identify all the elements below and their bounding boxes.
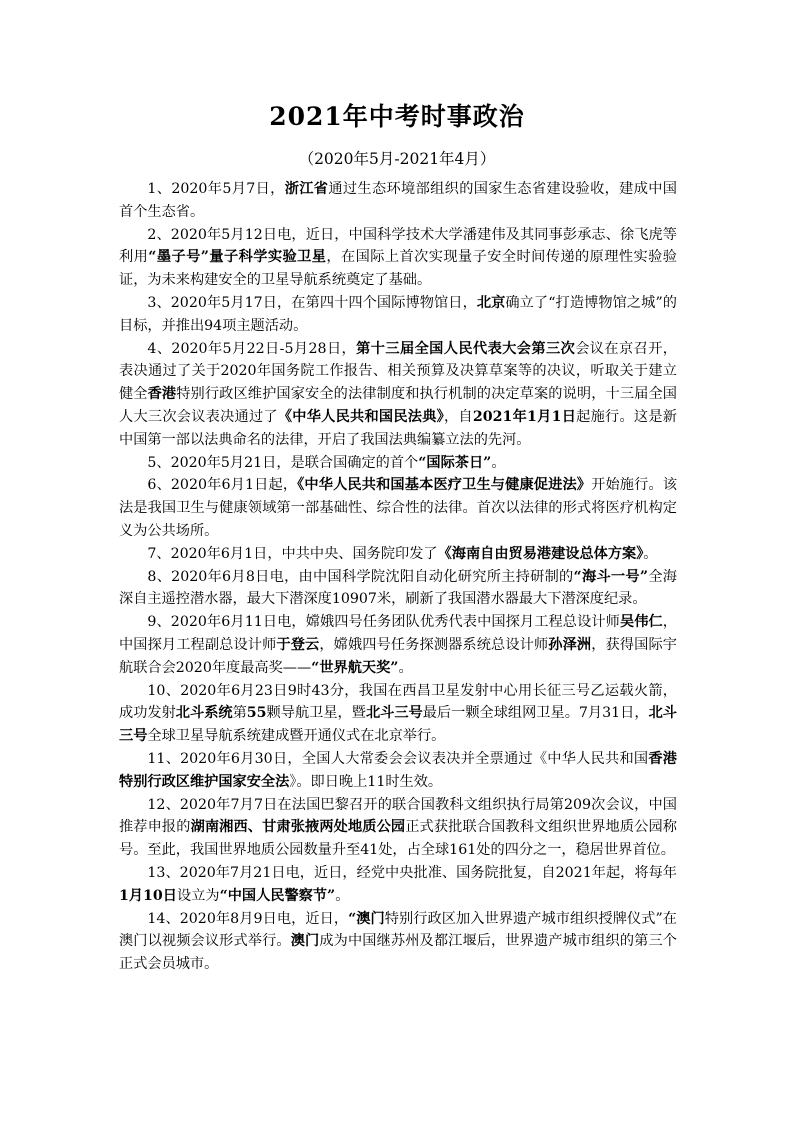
news-item — [119, 794, 677, 862]
document-subtitle: （2020年5月-2021年4月） — [298, 150, 496, 168]
emphasis-text: 湖南湘西、甘肃张掖两处地质公园 — [190, 819, 406, 836]
body-text: 4、2020年5月22日-5月28日， — [147, 340, 357, 357]
body-text: 颗导航卫星，暨 — [266, 705, 366, 722]
news-item — [119, 566, 677, 612]
emphasis-text: 1月10日 — [119, 887, 177, 904]
emphasis-text: “世界航天奖” — [311, 659, 399, 676]
body-text: 确立了“打造博物馆之城”的目标，并推出94项主题活动。 — [119, 294, 677, 334]
body-text: 起施行。这是新中国第一部以法典命名的法律，开启了我国法典编纂立法的先河。 — [119, 408, 677, 448]
emphasis-text: 于登云 — [276, 636, 320, 653]
body-text: ，在国际上首次实现量子安全时间传递的原理性实验验证，为未来构建安全的卫星导航系统奠定了基础。 — [119, 249, 677, 289]
body-text: 6、2020年6月1日起， — [147, 477, 298, 494]
emphasis-text: 55 — [246, 705, 267, 722]
emphasis-text: “海斗一号” — [573, 568, 649, 585]
news-item — [119, 611, 677, 679]
body-text: 。 — [491, 454, 506, 471]
news-item — [119, 543, 677, 566]
emphasis-text: 香港特别行政区维护国家安全法 — [119, 750, 677, 790]
emphasis-text: “墨子号”量子科学实验卫星 — [148, 249, 327, 266]
body-text: 10、2020年6月23日9时43分，我国在西昌卫星发射中心用长征三号乙运载火箭，成功发射 — [119, 682, 677, 722]
body-text: 3、2020年5月17日，在第四十四个国际博物馆日， — [147, 294, 477, 311]
emphasis-text: 第十三届全国人民代表大会第三次 — [356, 340, 576, 357]
news-item — [119, 862, 677, 908]
emphasis-text: 《中华人民共和国基本医疗卫生与健康促进法》 — [297, 477, 592, 494]
news-item — [119, 474, 677, 542]
body-text: 。 — [643, 545, 658, 562]
body-text: 8、2020年6月8日电，由中国科学院沈阳自动化研究所主持研制的 — [147, 568, 574, 585]
emphasis-text: 《中华人民共和国民法典》 — [277, 408, 444, 425]
body-text: 特别行政区加入世界遗产城市组织授牌仪式”在澳门以视频会议形式举行。 — [119, 910, 677, 950]
body-text: 》。即日晚上11时生效。 — [289, 773, 443, 790]
body-text: 7、2020年6月1日，中共中央、国务院印发了 — [147, 545, 438, 562]
emphasis-text: 《海南自由贸易港建设总体方案》 — [437, 545, 644, 562]
body-text: 第 — [232, 705, 247, 722]
body-text: 12、2020年7月7日在法国巴黎召开的联合国教科文组织执行局第209次会议，中国推荐申报的 — [119, 796, 677, 836]
body-text: ，中国探月工程副总设计师 — [119, 614, 677, 653]
emphasis-text: 孙泽洲 — [548, 636, 592, 653]
news-item — [119, 292, 677, 338]
body-text: 11、2020年6月30日，全国人大常委会会议表决并全票通过《中华人民共和国 — [147, 750, 649, 767]
news-item — [119, 680, 677, 748]
body-text: 13、2020年7月21日电，近日，经党中央批准、国务院批复，自2021年起，将每年 — [147, 864, 677, 881]
emphasis-text: 北京 — [476, 294, 506, 311]
body-text: 2、2020年5月12日电，近日，中国科学技术大学潘建伟及其同事彭承志、徐飞虎等利用 — [119, 226, 677, 266]
body-text: 设立为 — [177, 887, 220, 904]
body-text: 。 — [335, 887, 350, 904]
body-text: 5、2020年5月21日，是联合国确定的首个 — [147, 454, 419, 471]
body-text: ，自 — [443, 408, 473, 425]
body-text: 最后一颗全球组网卫星。7月31日， — [422, 705, 649, 722]
body-text: 。 — [398, 659, 413, 676]
news-item — [119, 338, 677, 452]
emphasis-text: 2021年1月1日 — [472, 408, 577, 425]
body-text: 14、2020年8月9日电，近日， — [147, 910, 349, 927]
news-item — [119, 178, 677, 224]
document-title: 2021年中考时事政治 — [269, 102, 525, 131]
body-text: 全海深自主遥控潜水器，最大下潜深度10907米，刷新了我国潜水器最大下潜深度纪录。 — [119, 568, 677, 608]
body-text: 成为中国继苏州及都江堰后，世界遗产城市组织的第三个正式会员城市。 — [119, 933, 677, 973]
body-text: 通过生态环境部组织的国家生态省建设验收，建成中国首个生态省。 — [119, 181, 677, 220]
emphasis-text: “澳门 — [348, 910, 385, 927]
body-text: ，获得国际宇航联合会2020年度最高奖—— — [119, 636, 677, 676]
document-body — [119, 178, 677, 976]
body-text: 1、2020年5月7日， — [147, 181, 285, 197]
emphasis-text: “中国人民警察节” — [219, 887, 336, 904]
emphasis-text: 吴伟仁 — [619, 614, 663, 631]
emphasis-text: 浙江省 — [284, 181, 329, 197]
body-text: 开始施行。该法是我国卫生与健康领域第一部基础性、综合性的法律。首次以法律的形式将医疗机构定义为公共场所。 — [119, 477, 678, 539]
news-item — [119, 224, 677, 292]
body-text: 9、2020年6月11日电，嫦娥四号任务团队优秀代表中国探月工程总设计师 — [147, 614, 620, 631]
emphasis-text: 澳门 — [290, 933, 320, 950]
body-text: 特别行政区维护国家安全的法律制度和执行机制的决定草案的说明，十三届全国人大三次会议表决通过了 — [119, 386, 677, 425]
emphasis-text: 北斗三号 — [119, 705, 677, 745]
body-text: ，嫦娥四号任务探测器系统总设计师 — [319, 636, 549, 653]
body-text: 正式获批联合国教科文组织世界地质公园称号。至此，我国世界地质公园数量升至41处，占全球161处的四分之一，稳居世界首位。 — [119, 819, 677, 859]
emphasis-text: “国际茶日” — [418, 454, 492, 471]
emphasis-text: 北斗系统 — [175, 705, 233, 722]
emphasis-text: 北斗三号 — [365, 705, 423, 722]
body-text: 会议在京召开，表决通过了关于2020年国务院工作报告、相关预算及决算草案等的决议，听取关于建立健全 — [119, 340, 677, 403]
news-item — [119, 748, 677, 794]
body-text: 全球卫星导航系统建成暨开通仪式在北京举行。 — [147, 728, 446, 745]
news-item — [119, 908, 677, 976]
news-item — [119, 452, 677, 475]
emphasis-text: 香港 — [147, 386, 177, 403]
